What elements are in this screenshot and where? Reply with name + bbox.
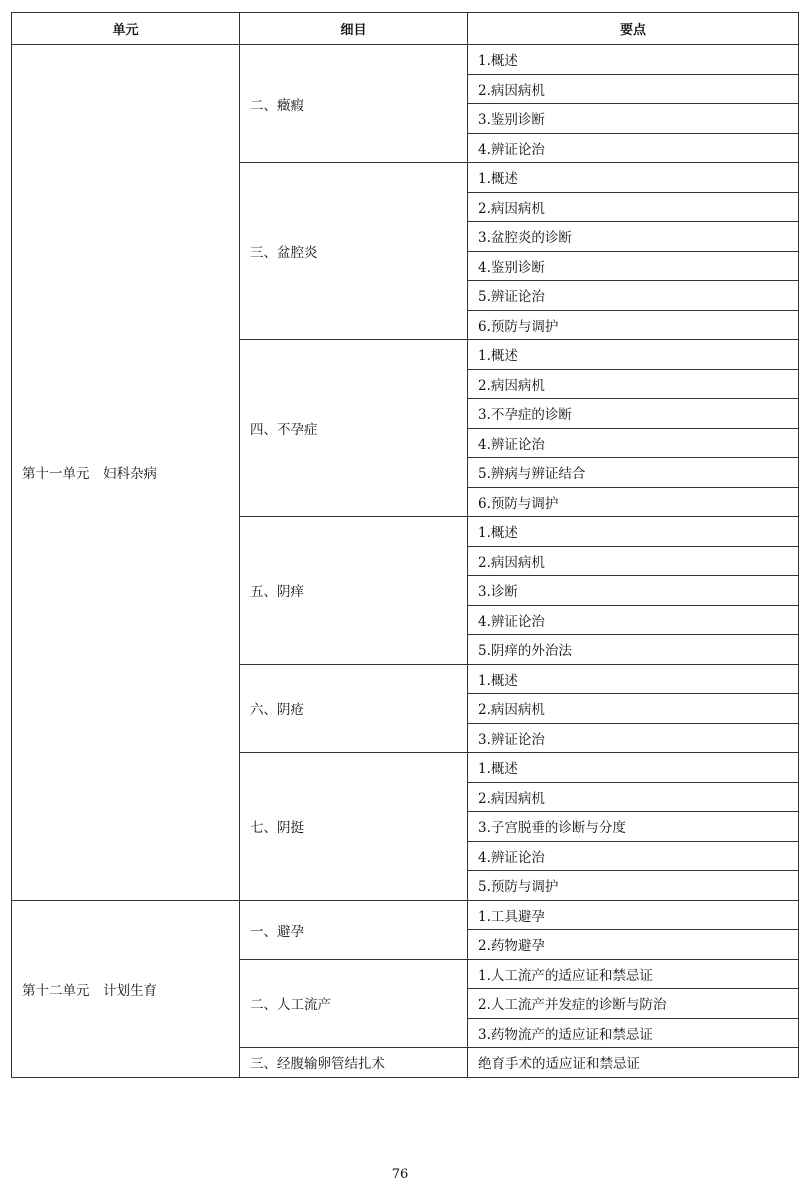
unit-cell: 第十二单元 计划生育 <box>12 900 240 1077</box>
point-cell: 1.概述 <box>468 517 799 547</box>
point-cell: 2.病因病机 <box>468 369 799 399</box>
point-cell: 4.辨证论治 <box>468 428 799 458</box>
point-cell: 4.辨证论治 <box>468 841 799 871</box>
detail-cell: 二、癥瘕 <box>240 45 468 163</box>
table-row <box>12 900 799 930</box>
point-cell: 1.概述 <box>468 664 799 694</box>
point-cell: 6.预防与调护 <box>468 310 799 340</box>
point-cell: 5.预防与调护 <box>468 871 799 901</box>
table-body <box>12 45 799 1078</box>
point-cell: 1.概述 <box>468 163 799 193</box>
detail-cell: 二、人工流产 <box>240 959 468 1048</box>
point-cell: 3.不孕症的诊断 <box>468 399 799 429</box>
point-cell: 3.盆腔炎的诊断 <box>468 222 799 252</box>
point-cell: 1.概述 <box>468 45 799 75</box>
point-cell: 绝育手术的适应证和禁忌证 <box>468 1048 799 1078</box>
point-cell: 2.病因病机 <box>468 546 799 576</box>
syllabus-table <box>11 12 799 1078</box>
point-cell: 5.阴痒的外治法 <box>468 635 799 665</box>
detail-cell: 六、阴疮 <box>240 664 468 753</box>
table-row <box>12 45 799 75</box>
detail-cell: 三、经腹输卵管结扎术 <box>240 1048 468 1078</box>
point-cell: 5.辨病与辨证结合 <box>468 458 799 488</box>
point-cell: 4.鉴别诊断 <box>468 251 799 281</box>
header-detail: 细目 <box>240 13 468 45</box>
point-cell: 3.辨证论治 <box>468 723 799 753</box>
point-cell: 4.辨证论治 <box>468 605 799 635</box>
detail-cell: 三、盆腔炎 <box>240 163 468 340</box>
point-cell: 4.辨证论治 <box>468 133 799 163</box>
point-cell: 3.药物流产的适应证和禁忌证 <box>468 1018 799 1048</box>
detail-cell: 七、阴挺 <box>240 753 468 901</box>
point-cell: 3.子宫脱垂的诊断与分度 <box>468 812 799 842</box>
detail-cell: 四、不孕症 <box>240 340 468 517</box>
point-cell: 5.辨证论治 <box>468 281 799 311</box>
point-cell: 3.鉴别诊断 <box>468 104 799 134</box>
point-cell: 2.人工流产并发症的诊断与防治 <box>468 989 799 1019</box>
header-unit: 单元 <box>12 13 240 45</box>
point-cell: 1.工具避孕 <box>468 900 799 930</box>
point-cell: 2.病因病机 <box>468 74 799 104</box>
header-points: 要点 <box>468 13 799 45</box>
point-cell: 2.病因病机 <box>468 694 799 724</box>
point-cell: 3.诊断 <box>468 576 799 606</box>
point-cell: 1.概述 <box>468 753 799 783</box>
unit-cell: 第十一单元 妇科杂病 <box>12 45 240 901</box>
point-cell: 1.人工流产的适应证和禁忌证 <box>468 959 799 989</box>
point-cell: 2.病因病机 <box>468 782 799 812</box>
detail-cell: 五、阴痒 <box>240 517 468 665</box>
point-cell: 2.病因病机 <box>468 192 799 222</box>
detail-cell: 一、避孕 <box>240 900 468 959</box>
point-cell: 1.概述 <box>468 340 799 370</box>
header-row <box>12 13 799 45</box>
point-cell: 2.药物避孕 <box>468 930 799 960</box>
page-number: 76 <box>391 1167 409 1182</box>
point-cell: 6.预防与调护 <box>468 487 799 517</box>
